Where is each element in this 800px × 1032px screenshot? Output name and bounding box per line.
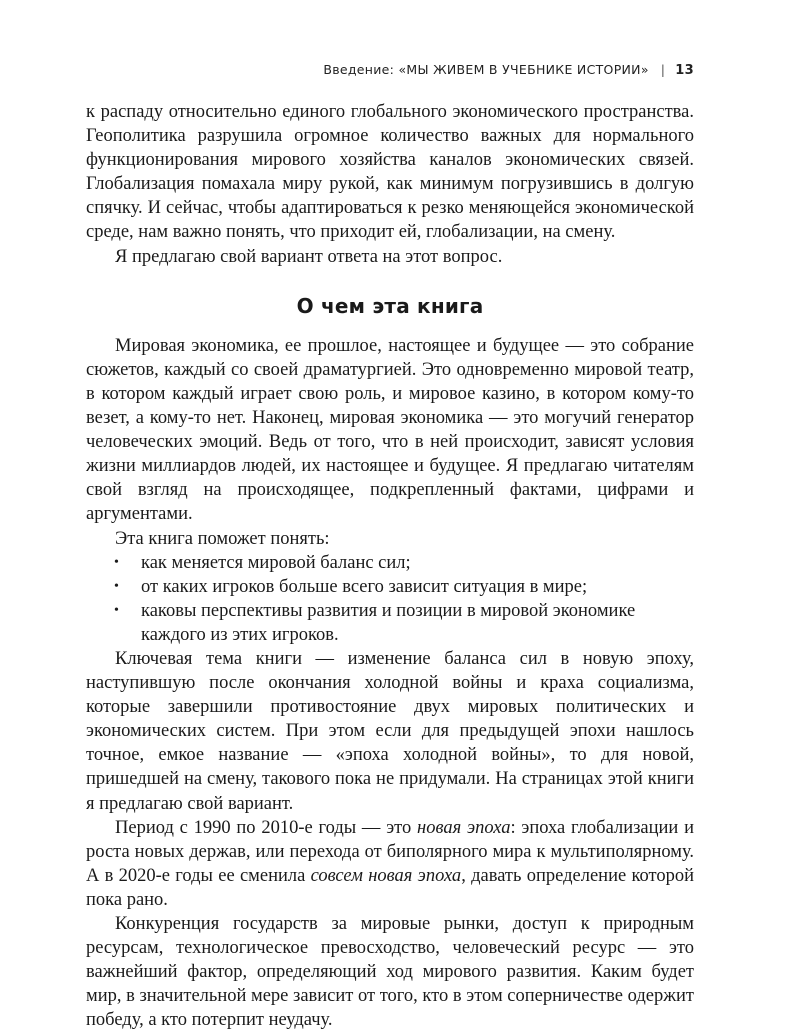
text-run: : эпоха глобализации и роста новых держав, или перехода от биполярного мира к мультиполярному. А в 2020-е годы ее сменила [86,817,694,886]
paragraph: Ключевая тема книги — изменение баланса сил в новую эпоху, наступившую после окончания холодной войны и краха социализма, которые завершили противостояние двух мировых политических и экономических систем. При этом если для предыдущей эпохи нашлось точное, емкое название — «эпоха холодной войны», то для новой, пришедшей на смену, такового пока не придумали. На страницах этой книги я предлагаю свой вариант. [86,648,694,814]
list-intro: Эта книга поможет понять: [115,528,330,549]
list-item-text: каковы перспективы развития и позиции в мировой экономике каждого из этих игроков. [141,600,636,645]
paragraph: Конкуренция государств за мировые рынки, доступ к природным ресурсам, технологическое превосходство, человеческий ресурс — это важнейший фактор, определяющий ход мирового развития. Каким будет мир, в значительной мере зависит от того, кто в этом соперничестве одержит победу, а кто потерпит неудачу. [86,914,694,1031]
header-separator: | [660,62,666,77]
section-heading: О чем эта книга [296,293,484,318]
emphasis-totally-new-era: совсем новая эпоха [310,865,462,886]
book-page [86,62,694,1032]
running-header [86,62,694,78]
paragraph: Я предлагаю свой вариант ответа на этот вопрос. [115,246,503,267]
bullet-icon: • [114,578,119,594]
bullet-list [86,551,694,647]
emphasis-new-era: новая эпоха [417,817,511,838]
bullet-icon: • [114,602,119,618]
paragraph-continued: к распаду относительно единого глобального экономического пространства. Геополитика разрушила огромное количество важных для нормального функционирования мирового хозяйства каналов экономических связей. Глобализация помахала миру рукой, как минимум погрузившись в долгую спячку. И сейчас, чтобы адаптироваться к резко меняющейся экономической среде, нам важно понять, что приходит ей, глобализации, на смену. [86,102,694,243]
running-title: Введение: «МЫ ЖИВЕМ В УЧЕБНИКЕ ИСТОРИИ» [323,62,649,77]
page-number: 13 [675,63,694,78]
text-run: Период с 1990 по 2010-е годы — это [115,817,418,838]
bullet-icon: • [114,554,119,570]
paragraph-with-emphasis [86,816,694,912]
text-run: , давать определение которой пока рано. [86,865,695,910]
list-item-text: от каких игроков больше всего зависит ситуация в мире; [141,576,588,597]
paragraph: Мировая экономика, ее прошлое, настоящее и будущее — это собрание сюжетов, каждый со своей драматургией. Это одновременно мировой театр, в котором каждый играет свою роль, и мировое казино, в котором кому-то везет, а кому-то нет. Наконец, мировая экономика — это могучий генератор человеческих эмоций. Ведь от того, что в ней происходит, зависят условия жизни миллиардов людей, их настоящее и будущее. Я предлагаю читателям свой взгляд на происходящее, подкрепленный фактами, цифрами и аргументами. [86,335,694,525]
list-item [86,575,694,599]
page-body [86,100,694,1032]
list-item [86,599,694,647]
list-item-text: как меняется мировой баланс сил; [141,552,411,573]
list-item [86,551,694,575]
